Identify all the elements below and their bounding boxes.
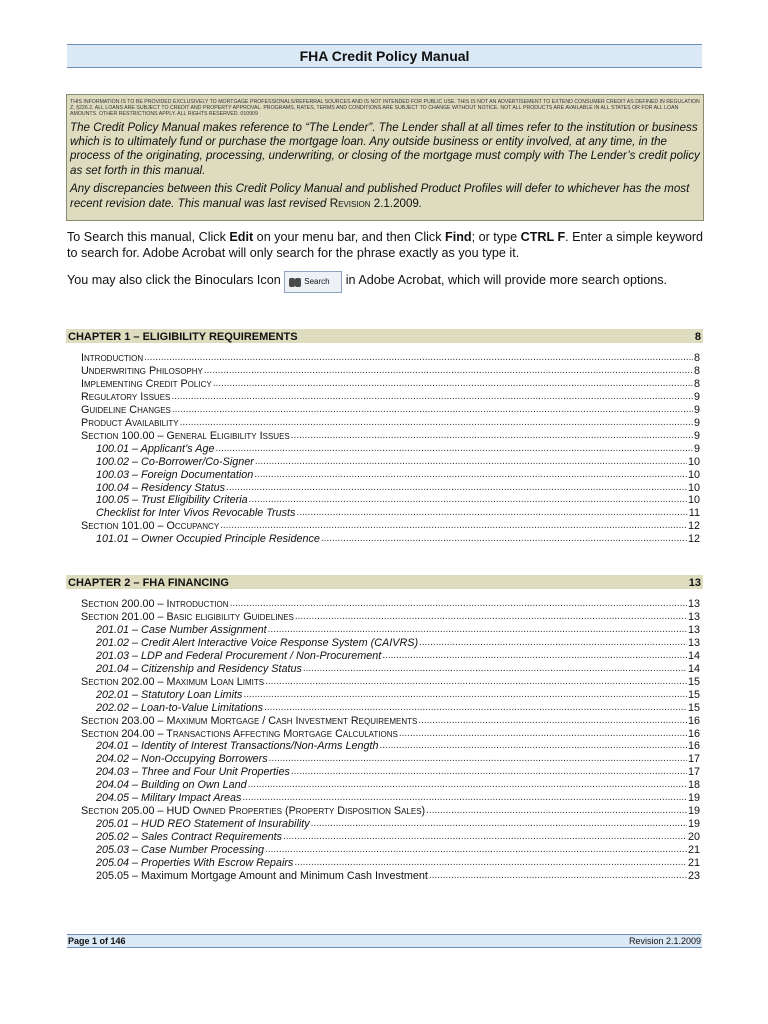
leader-dots xyxy=(144,352,693,364)
leader-dots xyxy=(311,818,687,830)
toc-entry[interactable] xyxy=(96,869,700,882)
toc-entry-page: 15 xyxy=(687,688,700,701)
toc-entry-page: 19 xyxy=(687,818,700,831)
leader-dots xyxy=(296,507,687,519)
leader-dots xyxy=(291,430,693,442)
search-instructions xyxy=(67,229,707,261)
toc-entry-title: 100.03 – Foreign Documentation xyxy=(96,468,254,481)
toc-entry-title: 205.04 – Properties With Escrow Repairs xyxy=(96,857,294,869)
acrobat-search-button[interactable] xyxy=(284,271,342,293)
leader-dots xyxy=(283,831,687,843)
toc-entry-page: 21 xyxy=(687,857,700,869)
toc-entry-title: Section 201.00 – Basic eligibility Guidelines xyxy=(81,610,294,623)
toc-entry-title: 205.02 – Sales Contract Requirements xyxy=(96,831,283,844)
find-keyword: Find xyxy=(445,230,472,244)
toc-entry-title: 201.02 – Credit Alert Interactive Voice Response System (CAIVRS) xyxy=(96,636,419,649)
toc-entry[interactable] xyxy=(81,429,700,442)
toc-entry[interactable] xyxy=(81,519,700,532)
instr-text: You may also click the Binoculars Icon xyxy=(67,273,285,287)
toc-entry[interactable] xyxy=(96,843,700,856)
search-button-label: Search xyxy=(304,277,330,286)
toc-entry-page: 16 xyxy=(687,740,700,753)
toc-entry-title: 100.02 – Co-Borrower/Co-Signer xyxy=(96,455,254,468)
toc-entry[interactable] xyxy=(81,610,700,623)
chapter-page-number: 13 xyxy=(688,577,701,589)
toc-entry[interactable] xyxy=(96,752,700,765)
toc-entry[interactable] xyxy=(81,714,700,727)
toc-entry-title: Guideline Changes xyxy=(81,403,171,416)
toc-entry-page: 12 xyxy=(687,533,700,546)
leader-dots xyxy=(204,365,693,377)
toc-entry-page: 9 xyxy=(693,429,700,442)
toc-entry-title: Regulatory Issues xyxy=(81,390,171,403)
toc-entry-title: Section 205.00 – HUD Owned Properties (Property Disposition Sales) xyxy=(81,805,426,818)
toc-entry[interactable] xyxy=(96,778,700,791)
toc-entry-title: 100.05 – Trust Eligibility Criteria xyxy=(96,494,248,507)
toc-entry[interactable] xyxy=(96,856,700,869)
toc-entry-title: Introduction xyxy=(81,352,144,364)
toc-chapter-heading[interactable] xyxy=(66,329,703,343)
toc-entry-title: Section 202.00 – Maximum Loan Limits xyxy=(81,675,265,688)
toc-entry[interactable] xyxy=(81,597,700,610)
revision-notice-text xyxy=(70,182,700,211)
revision-notice-end: . xyxy=(418,196,423,210)
toc-entry[interactable] xyxy=(96,662,700,675)
toc-entry-page: 10 xyxy=(687,455,700,468)
toc-entry[interactable] xyxy=(96,817,700,830)
toc-entry-title: 100.01 – Applicant’s Age xyxy=(96,442,215,455)
toc-entry-page: 8 xyxy=(693,364,700,377)
binoculars-instructions xyxy=(67,271,707,293)
leader-dots xyxy=(321,533,687,545)
leader-dots xyxy=(213,378,693,390)
chapter-title: CHAPTER 1 – ELIGIBILITY REQUIREMENTS xyxy=(68,331,298,343)
toc-entry-title: 101.01 – Owner Occupied Principle Residence xyxy=(96,533,320,546)
toc-entry-page: 13 xyxy=(687,598,700,610)
toc-entry[interactable] xyxy=(96,532,700,545)
toc-entry[interactable] xyxy=(96,506,700,519)
leader-dots xyxy=(379,740,687,752)
toc-entry[interactable] xyxy=(96,830,700,843)
toc-entry-page: 10 xyxy=(687,468,700,481)
toc-entry-page: 17 xyxy=(687,766,700,779)
toc-entry-title: Underwriting Philosophy xyxy=(81,364,203,377)
leader-dots xyxy=(226,482,687,494)
toc-entry-page: 13 xyxy=(687,610,700,623)
toc-entry[interactable] xyxy=(81,416,700,429)
toc-entry[interactable] xyxy=(96,701,700,714)
instr-text: . Enter a simple keyword to search for. Adobe Acrobat will only search for the phrase exactly as you type it. xyxy=(67,230,704,260)
toc-entry-page: 9 xyxy=(693,403,700,416)
toc-entry-title: 100.04 – Residency Status xyxy=(96,481,226,494)
toc-entry-title: 205.03 – Case Number Processing xyxy=(96,844,265,857)
edit-keyword: Edit xyxy=(229,230,254,244)
leader-dots xyxy=(243,689,687,701)
toc-entry-title: 204.01 – Identity of Interest Transactions/Non-Arms Length xyxy=(96,740,379,753)
instr-text: To Search this manual, Click xyxy=(67,230,230,244)
toc-entry[interactable] xyxy=(81,351,700,364)
toc-entry-page: 20 xyxy=(687,831,700,844)
leader-dots xyxy=(429,870,687,882)
toc-entry-title: Checklist for Inter Vivos Revocable Trusts xyxy=(96,507,296,520)
lender-definition-text: The Credit Policy Manual makes reference to “The Lender”. The Lender shall at all times refer to the institution or business which is to ultimately fund or purchase the mortgage loan. Any outside business or entity involved, at any time, in the process of the originating, processing, underwriting, or closing of the mortgage must comply with The Lender’s credit policy as set forth in this manual. xyxy=(70,120,700,177)
toc-entry-page: 11 xyxy=(688,507,700,520)
toc-entry[interactable] xyxy=(96,649,700,662)
toc-entry-page: 18 xyxy=(687,779,700,792)
toc-entry-page: 13 xyxy=(687,636,700,649)
toc-entry-page: 23 xyxy=(687,869,700,882)
toc-entry[interactable] xyxy=(96,442,700,455)
page-footer xyxy=(67,934,702,948)
leader-dots xyxy=(265,844,687,856)
leader-dots xyxy=(254,469,687,481)
toc-entry-page: 19 xyxy=(687,805,700,818)
leader-dots xyxy=(418,715,687,727)
leader-dots xyxy=(180,417,693,429)
leader-dots xyxy=(294,857,687,869)
toc-entry-page: 9 xyxy=(693,442,700,455)
legal-fine-print: THIS INFORMATION IS TO BE PROVIDED EXCLUSIVELY TO MORTGAGE PROFESSIONALS/REFERRAL SOURCES AND IS NOT INTENDED FOR PUBLIC USE. THIS IS NOT AN ADVERTISEMENT TO EXTEND CONSUMER CREDIT AS DEFINED IN REGULATION Z, §226.2. ALL LOANS ARE SUBJECT TO CREDIT AND PROPERTY APPROVAL. PROGRAMS, RATES, TERMS AND CONDITIONS ARE SUBJECT TO CHANGE WITHOUT NOTICE. NOT ALL PRODUCTS ARE AVAILABLE IN ALL STATES OR FOR ALL LOAN AMOUNTS. OTHER RESTRICTIONS APPLY. ALL RIGHTS RESERVED. 010909 xyxy=(70,99,700,118)
toc-entry-page: 16 xyxy=(687,727,700,740)
toc-entry[interactable] xyxy=(81,403,700,416)
leader-dots xyxy=(265,676,687,688)
ctrl-f-keyword: CTRL F xyxy=(520,230,566,244)
leader-dots xyxy=(248,779,687,791)
toc-entry[interactable] xyxy=(81,364,700,377)
leader-dots xyxy=(220,520,687,532)
toc-entry-title: 201.01 – Case Number Assignment xyxy=(96,623,267,636)
toc-entry[interactable] xyxy=(81,390,700,403)
toc-entry-title: 201.04 – Citizenship and Residency Status xyxy=(96,662,302,675)
instr-text: in Adobe Acrobat, which will provide more search options. xyxy=(342,273,668,287)
leader-dots xyxy=(419,637,687,649)
toc-entry-title: 204.04 – Building on Own Land xyxy=(96,779,247,792)
toc-entry-title: Section 101.00 – Occupancy xyxy=(81,520,220,533)
leader-dots xyxy=(291,766,687,778)
toc-entry[interactable] xyxy=(96,688,700,701)
toc-entry-page: 15 xyxy=(687,701,700,714)
toc-entry[interactable] xyxy=(81,804,700,817)
toc-entry-page: 15 xyxy=(687,675,700,688)
toc-entry[interactable] xyxy=(96,455,700,468)
revision-label: Revision 2.1.2009 xyxy=(329,196,419,210)
toc-entry[interactable] xyxy=(96,493,700,506)
toc-entry-page: 17 xyxy=(687,753,700,766)
toc-entry[interactable] xyxy=(96,739,700,752)
toc-entry-title: 204.05 – Military Impact Areas xyxy=(96,792,242,805)
toc-entry-title: Implementing Credit Policy xyxy=(81,377,212,390)
leader-dots xyxy=(242,792,687,804)
chapter-page-number: 8 xyxy=(694,331,701,343)
page-number: Page 1 of 146 xyxy=(68,936,126,946)
toc-entry[interactable] xyxy=(81,727,700,740)
toc-entry-title: 201.03 – LDP and Federal Procurement / Non-Procurement xyxy=(96,649,382,662)
leader-dots xyxy=(269,753,687,765)
toc-entry-title: 204.03 – Three and Four Unit Properties xyxy=(96,766,290,779)
leader-dots xyxy=(264,702,687,714)
toc-entry-title: Product Availability xyxy=(81,416,179,429)
leader-dots xyxy=(303,663,687,675)
toc-entry-page: 8 xyxy=(693,377,700,390)
toc-entry-title: Section 203.00 – Maximum Mortgage / Cash Investment Requirements xyxy=(81,714,418,727)
leader-dots xyxy=(426,805,687,817)
toc-entry-title: Section 100.00 – General Eligibility Issues xyxy=(81,429,290,442)
leader-dots xyxy=(172,404,693,416)
revision-notice-main: Any discrepancies between this Credit Policy Manual and published Product Profiles will defer to whichever has the most recent revision date. This manual was last revised xyxy=(70,182,690,210)
toc-entry-title: 202.02 – Loan-to-Value Limitations xyxy=(96,701,264,714)
toc-entry[interactable] xyxy=(96,791,700,804)
toc-entry-title: 205.05 – Maximum Mortgage Amount and Minimum Cash Investment xyxy=(96,869,428,882)
instr-text: on your menu bar, and then Click xyxy=(253,230,446,244)
toc-entry-title: Section 204.00 – Transactions Affecting Mortgage Calculations xyxy=(81,727,398,740)
document-title: FHA Credit Policy Manual xyxy=(67,44,702,68)
leader-dots xyxy=(295,611,687,623)
toc-entry-title: Section 200.00 – Introduction xyxy=(81,598,229,610)
toc-entry-page: 10 xyxy=(687,494,700,507)
toc-entry-title: 205.01 – HUD REO Statement of Insurability xyxy=(96,818,310,831)
toc-entry-page: 19 xyxy=(687,792,700,805)
leader-dots xyxy=(399,728,687,740)
toc-entry-page: 10 xyxy=(687,481,700,494)
toc-entry-page: 13 xyxy=(687,623,700,636)
leader-dots xyxy=(255,456,687,468)
toc-entry-page: 14 xyxy=(687,649,700,662)
toc-entry-page: 12 xyxy=(687,520,700,533)
toc-entry-title: 202.01 – Statutory Loan Limits xyxy=(96,688,243,701)
binoculars-icon xyxy=(288,275,302,289)
toc-entry[interactable] xyxy=(81,377,700,390)
toc-entry[interactable] xyxy=(96,623,700,636)
toc-entry-page: 14 xyxy=(687,662,700,675)
leader-dots xyxy=(230,598,687,610)
toc-entry-page: 9 xyxy=(693,416,700,429)
toc-entry[interactable] xyxy=(96,636,700,649)
leader-dots xyxy=(268,624,687,636)
toc-entry-title: 204.02 – Non-Occupying Borrowers xyxy=(96,753,268,766)
toc-entry-page: 21 xyxy=(687,844,700,857)
toc-entry[interactable] xyxy=(96,481,700,494)
instr-text: ; or type xyxy=(471,230,521,244)
chapter-title: CHAPTER 2 – FHA FINANCING xyxy=(68,577,229,589)
toc-entry-page: 9 xyxy=(693,390,700,403)
toc-entry-page: 16 xyxy=(687,714,700,727)
leader-dots xyxy=(215,443,693,455)
toc-entry-page: 8 xyxy=(693,352,700,364)
toc-entry[interactable] xyxy=(81,675,700,688)
toc-entry[interactable] xyxy=(96,765,700,778)
leader-dots xyxy=(249,494,687,506)
toc-entry[interactable] xyxy=(96,468,700,481)
footer-revision: Revision 2.1.2009 xyxy=(628,936,701,946)
leader-dots xyxy=(382,650,687,662)
toc-chapter-heading[interactable] xyxy=(66,575,703,589)
leader-dots xyxy=(171,391,693,403)
disclaimer-box xyxy=(66,94,704,221)
